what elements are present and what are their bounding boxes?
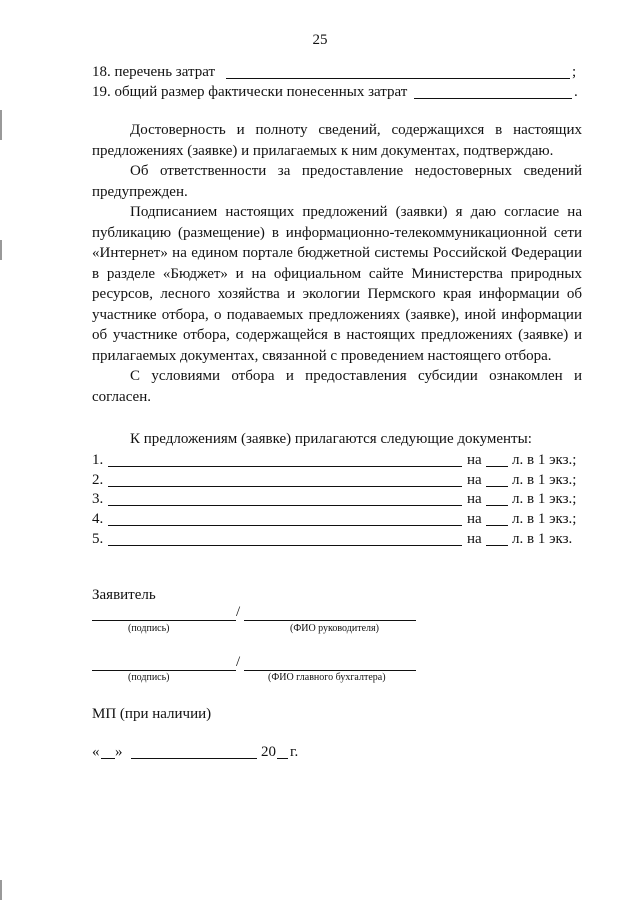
consent-text xyxy=(92,120,582,407)
year-field[interactable] xyxy=(277,744,288,759)
signature-slash: / xyxy=(236,604,241,620)
year-suffix: г. xyxy=(290,744,299,760)
attachment-pages-field[interactable] xyxy=(486,531,508,546)
item-19-label: 19. общий размер фактически понесенных затрат xyxy=(92,84,408,100)
item-18-label: 18. перечень затрат xyxy=(92,64,216,80)
attachment-name-field[interactable] xyxy=(108,472,462,487)
attachment-number: 3. xyxy=(92,491,104,507)
year-prefix: 20 xyxy=(261,744,276,760)
attachment-number: 2. xyxy=(92,472,104,488)
item-18-field[interactable] xyxy=(226,64,570,79)
full-name-field[interactable] xyxy=(244,606,416,621)
full-name-caption: (ФИО руководителя) xyxy=(290,623,379,634)
signature-caption: (подпись) xyxy=(128,623,170,634)
paragraph-publication-consent: Подписанием настоящих предложений (заявки) я даю согласие на публикацию (размещение) в информационно-телекоммуникационной сети «Интернет» на едином портале бюджетной системы Российской Федерации в разделе «Бюджет» и на официальном сайте Министерства природных ресурсов, лесного хозяйства и экологии Пермского края информации об участнике отбора, о подаваемых предложениях (заявке), иной информации об участнике отбора, содержащейся в настоящих предложениях (заявке) и прилагаемых документах, связанной с проведением настоящего отбора. xyxy=(92,204,582,364)
attachment-pages-field[interactable] xyxy=(486,511,508,526)
paragraph-accuracy: Достоверность и полноту сведений, содержащихся в настоящих предложениях (заявке) и прилагаемых к ним документах, подтверждаю. xyxy=(92,122,582,159)
attachment-number: 4. xyxy=(92,511,104,527)
full-name-field[interactable] xyxy=(244,656,416,671)
item-18-end: ; xyxy=(572,64,577,80)
date-close-quote: » xyxy=(115,744,123,760)
attachment-na: на xyxy=(467,531,482,547)
attachment-number: 5. xyxy=(92,531,104,547)
day-field[interactable] xyxy=(101,744,115,759)
scan-margin-mark xyxy=(0,240,2,260)
paragraph-conditions: С условиями отбора и предоставления субсидии ознакомлен и согласен. xyxy=(92,368,582,405)
item-19-end: . xyxy=(574,84,578,100)
date-open-quote: « xyxy=(92,744,100,760)
attachments-heading: К предложениям (заявке) прилагаются следующие документы: xyxy=(130,431,532,447)
attachment-tail: л. в 1 экз. xyxy=(512,531,573,547)
signature-field[interactable] xyxy=(92,656,236,671)
attachment-na: на xyxy=(467,491,482,507)
attachment-name-field[interactable] xyxy=(108,531,462,546)
attachment-tail: л. в 1 экз.; xyxy=(512,452,577,468)
attachment-name-field[interactable] xyxy=(108,491,462,506)
attachment-tail: л. в 1 экз.; xyxy=(512,472,577,488)
signature-field[interactable] xyxy=(92,606,236,621)
page-number: 25 xyxy=(312,32,328,48)
attachment-pages-field[interactable] xyxy=(486,491,508,506)
month-field[interactable] xyxy=(131,744,257,759)
full-name-caption: (ФИО главного бухгалтера) xyxy=(268,672,386,683)
item-19-field[interactable] xyxy=(414,84,572,99)
signature-slash: / xyxy=(236,654,241,670)
attachment-name-field[interactable] xyxy=(108,452,462,467)
attachment-tail: л. в 1 экз.; xyxy=(512,511,577,527)
attachment-name-field[interactable] xyxy=(108,511,462,526)
applicant-label: Заявитель xyxy=(92,587,156,603)
signature-caption: (подпись) xyxy=(128,672,170,683)
attachment-na: на xyxy=(467,452,482,468)
attachment-na: на xyxy=(467,511,482,527)
attachment-pages-field[interactable] xyxy=(486,472,508,487)
attachment-na: на xyxy=(467,472,482,488)
attachment-number: 1. xyxy=(92,452,104,468)
attachment-pages-field[interactable] xyxy=(486,452,508,467)
paragraph-responsibility: Об ответственности за предоставление недостоверных сведений предупрежден. xyxy=(92,163,582,200)
seal-label: МП (при наличии) xyxy=(92,706,212,722)
scan-margin-mark xyxy=(0,110,2,140)
scan-margin-mark xyxy=(0,880,2,900)
attachment-tail: л. в 1 экз.; xyxy=(512,491,577,507)
